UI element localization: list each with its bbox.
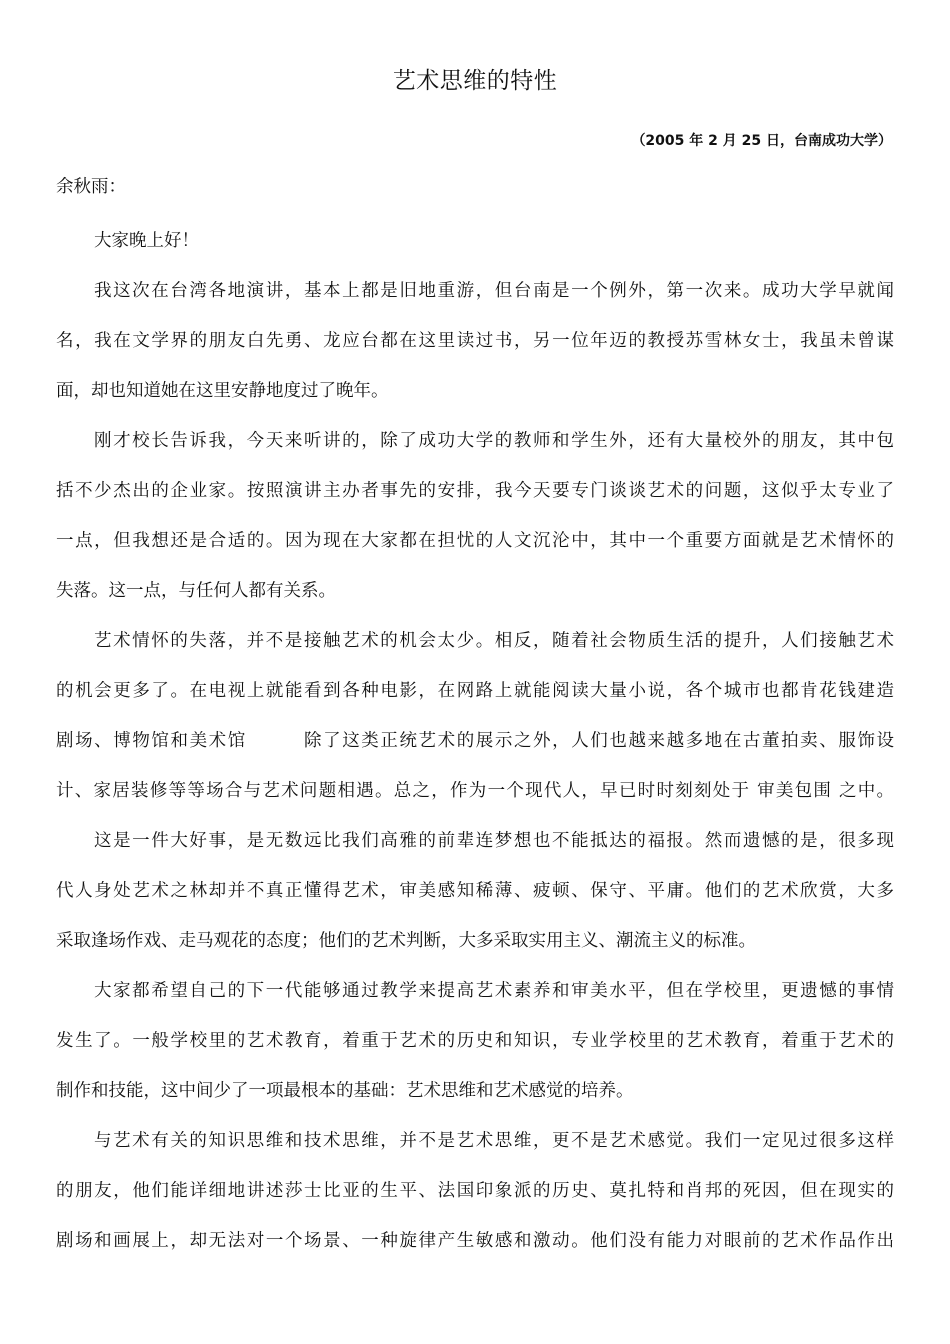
paragraph-line: 我这次在台湾各地演讲，基本上都是旧地重游，但台南是一个例外，第一次来。成功大学早就闻 [94,281,894,301]
paragraph-line: 这是一件大好事，是无数远比我们高雅的前辈连梦想也不能抵达的福报。然而遗憾的是，很多现 [94,831,894,851]
paragraph-line: 一点，但我想还是合适的。因为现在大家都在担忧的人文沉沦中，其中一个重要方面就是艺术情怀的 [56,531,894,551]
paragraph-line: 面，却也知道她在这里安静地度过了晚年。 [56,381,389,401]
paragraph-line: 失落。这一点，与任何人都有关系。 [56,581,336,601]
paragraph-line: 刚才校长告诉我，今天来听讲的，除了成功大学的教师和学生外，还有大量校外的朋友，其中包 [94,431,894,451]
paragraph-line: 剧场和画展上，却无法对一个场景、一种旋律产生敏感和激动。他们没有能力对眼前的艺术作品作出 [56,1231,894,1251]
paragraph-line: 采取逢场作戏、走马观花的态度；他们的艺术判断，大多采取实用主义、潮流主义的标准。 [56,931,756,951]
paragraph-line: 代人身处艺术之林却并不真正懂得艺术，审美感知稀薄、疲顿、保守、平庸。他们的艺术欣赏，大多 [56,881,894,901]
paragraph-line: 的朋友，他们能详细地讲述莎士比亚的生平、法国印象派的历史、莫扎特和肖邦的死因，但在现实的 [56,1181,894,1201]
paragraph-line: 制作和技能，这中间少了一项最根本的基础：艺术思维和艺术感觉的培养。 [56,1081,634,1101]
paragraph-line: 剧场、博物馆和美术馆 除了这类正统艺术的展示之外，人们也越来越多地在古董拍卖、服饰设 [56,731,894,751]
paragraph-line: 艺术情怀的失落，并不是接触艺术的机会太少。相反，随着社会物质生活的提升，人们接触艺术 [94,631,894,651]
document-body [56,170,894,1274]
paragraph-line: 括不少杰出的企业家。按照演讲主办者事先的安排，我今天要专门谈谈艺术的问题，这似乎太专业了 [56,481,894,501]
document-title: 艺术思维的特性 [392,68,558,94]
paragraph-line: 大家都希望自己的下一代能够通过教学来提高艺术素养和审美水平，但在学校里，更遗憾的事情 [94,981,894,1001]
paragraph-line: 大家晚上好！ [94,231,199,251]
paragraph-line: 发生了。一般学校里的艺术教育，着重于艺术的历史和知识，专业学校里的艺术教育，着重于艺术的 [56,1031,894,1051]
paragraph-line: 与艺术有关的知识思维和技术思维，并不是艺术思维，更不是艺术感觉。我们一定见过很多这样 [94,1131,894,1151]
paragraph-line: 名，我在文学界的朋友白先勇、龙应台都在这里读过书，另一位年迈的教授苏雪林女士，我虽未曾谋 [56,331,894,351]
paragraph-line: 的机会更多了。在电视上就能看到各种电影，在网路上就能阅读大量小说，各个城市也都肯花钱建造 [56,681,894,701]
paragraph-line: 计、家居装修等等场合与艺术问题相遇。总之，作为一个现代人，早已时时刻刻处于 审美包围 之中。 [56,781,894,801]
speaker-name: 余秋雨： [56,177,126,197]
dateline: （2005 年 2 月 25 日，台南成功大学） [631,133,892,149]
